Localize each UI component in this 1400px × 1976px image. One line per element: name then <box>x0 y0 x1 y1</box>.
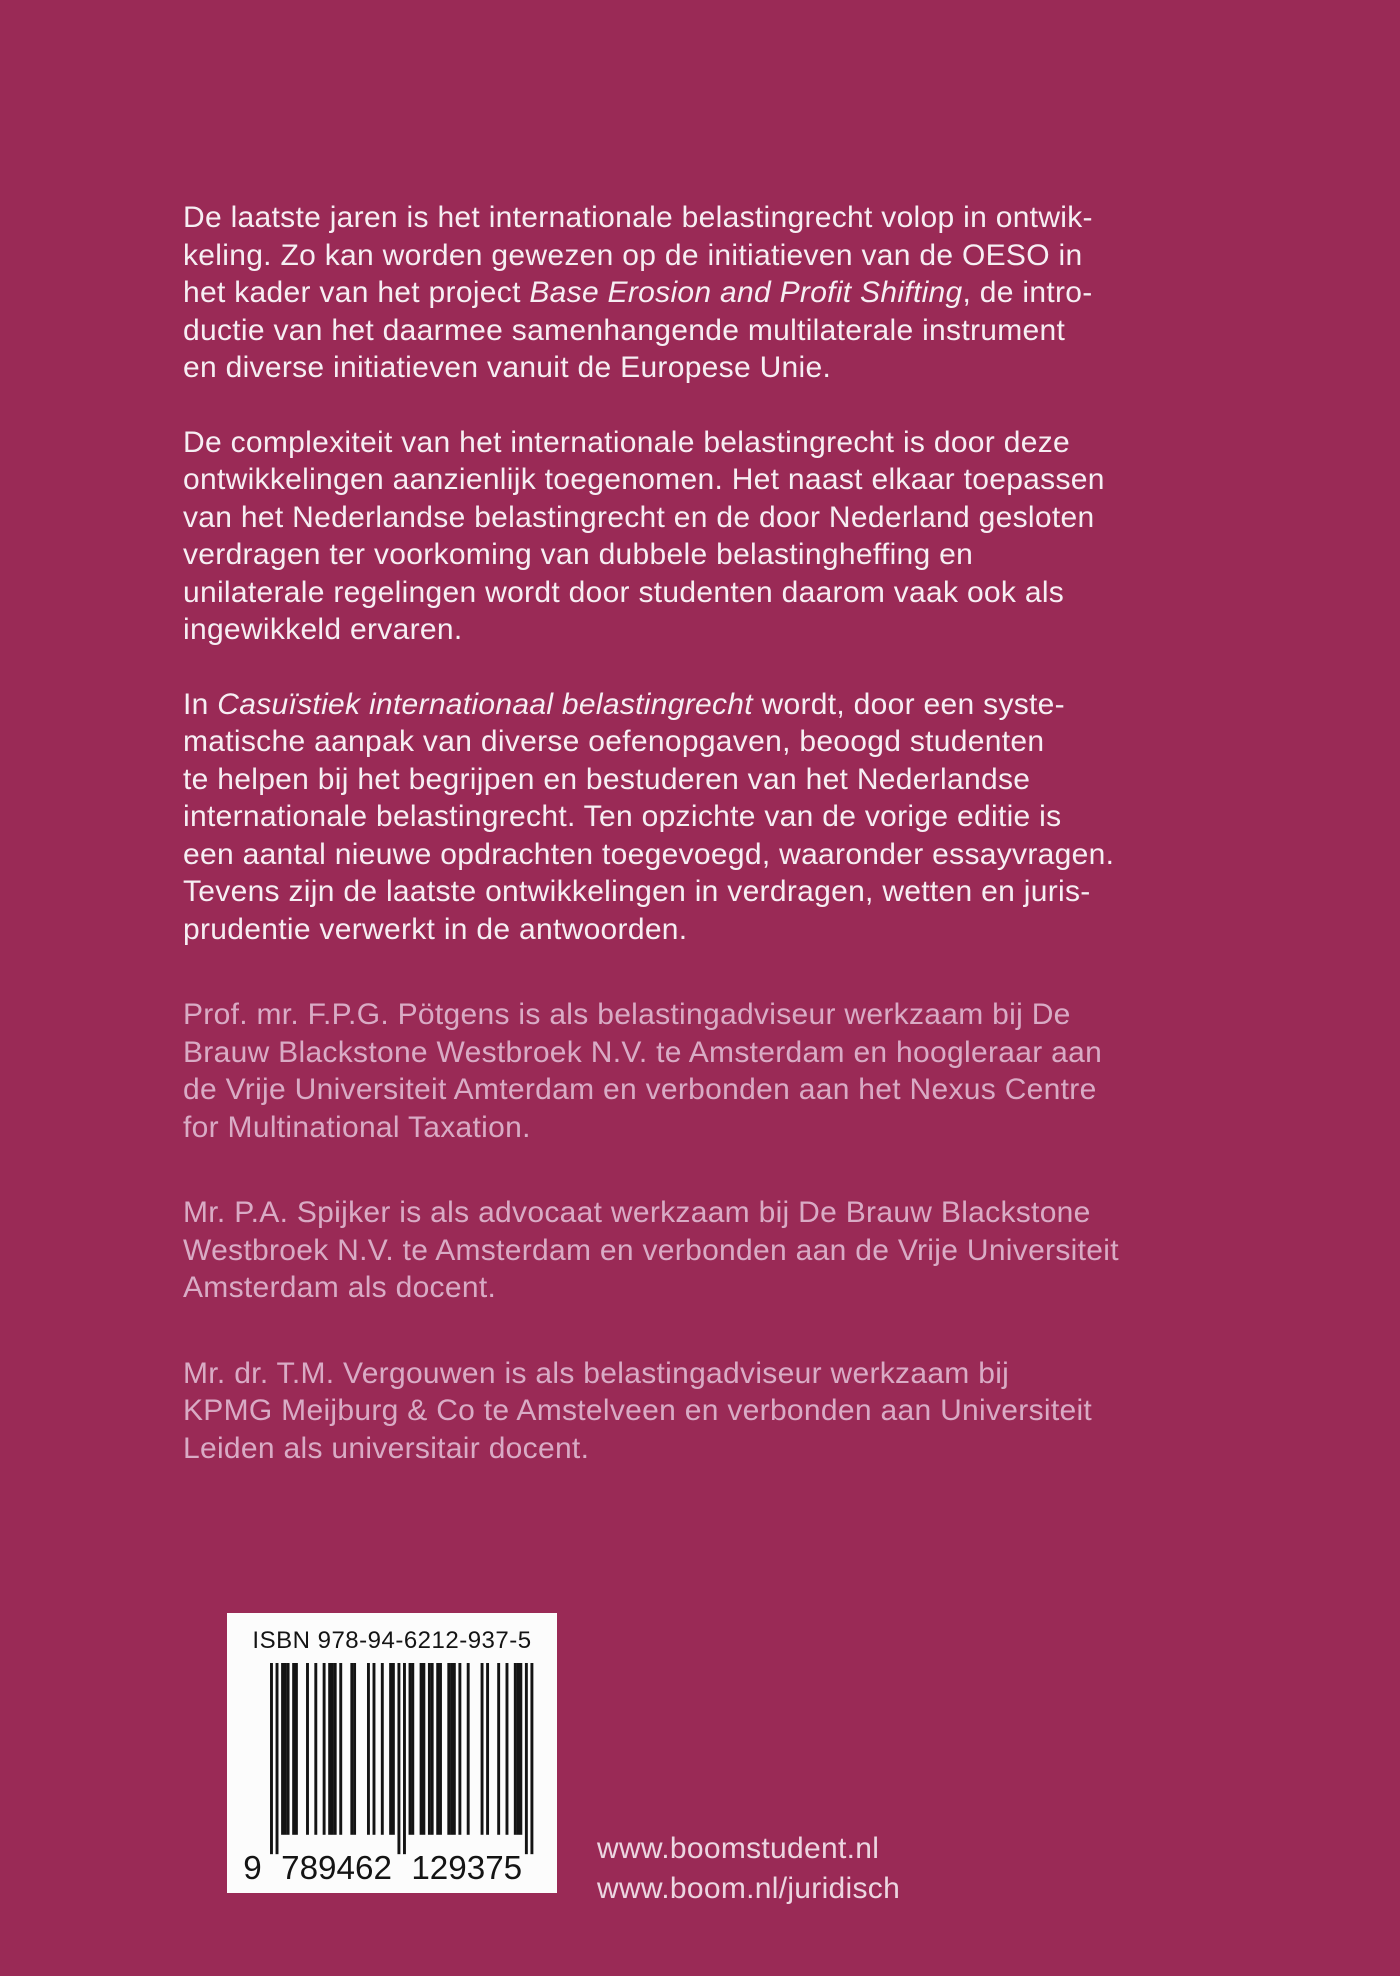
synopsis-paragraph-3 <box>183 686 1263 949</box>
isbn-barcode-block <box>227 1613 557 1893</box>
website-boomstudent: www.boomstudent.nl <box>597 1832 880 1865</box>
text-line: for Multinational Taxation. <box>183 1110 531 1144</box>
publisher-websites <box>597 1829 900 1909</box>
text-line: De laatste jaren is het internationale belastingrecht volop in ontwik- <box>183 201 1093 234</box>
text-line: de Vrije Universiteit Amterdam en verbonden aan het Nexus Centre <box>183 1073 1097 1106</box>
text-line: Amsterdam als docent. <box>183 1271 497 1304</box>
text-line: te helpen bij het begrijpen en bestuderen van het Nederlandse <box>183 762 1031 796</box>
text-line: Mr. P.A. Spijker is als advocaat werkzaam bij De Brauw Blackstone <box>183 1196 1091 1229</box>
isbn-label: ISBN 978-94-6212-937-5 <box>252 1627 532 1654</box>
text-line: unilaterale regelingen wordt door studenten daarom vaak ook als <box>183 575 1065 609</box>
text-line: het kader van het project Base Erosion and Profit Shifting, de intro- <box>183 276 1093 309</box>
text-line: keling. Zo kan worden gewezen op de initiatieven van de OESO in <box>183 238 1083 272</box>
author-bio-spijker <box>183 1194 1263 1307</box>
svg-text:129375: 129375 <box>411 1850 523 1888</box>
text-line: van het Nederlandse belastingrecht en de door Nederland gesloten <box>183 500 1095 534</box>
text-line: internationale belastingrecht. Ten opzichte van de vorige editie is <box>183 800 1062 833</box>
text-line: ingewikkeld ervaren. <box>183 613 463 646</box>
text-line: Westbroek N.V. te Amsterdam en verbonden aan de Vrije Universiteit <box>183 1233 1119 1267</box>
text-line: Mr. dr. T.M. Vergouwen is als belastingadviseur werkzaam bij <box>183 1356 1010 1390</box>
text-line: ductie van het daarmee samenhangende multilaterale instrument <box>183 313 1066 347</box>
text-line: Leiden als universitair docent. <box>183 1431 590 1465</box>
text-line: matische aanpak van diverse oefenopgaven, beoogd studenten <box>183 725 1045 758</box>
author-bio-potgens <box>183 996 1263 1146</box>
website-boom-juridisch: www.boom.nl/juridisch <box>597 1872 901 1905</box>
svg-text:9: 9 <box>243 1850 262 1888</box>
text-line: verdragen ter voorkoming van dubbele belastingheffing en <box>183 538 974 571</box>
text-line: Prof. mr. F.P.G. Pötgens is als belastingadviseur werkzaam bij De <box>183 998 1071 1031</box>
svg-text:789462: 789462 <box>281 1850 392 1888</box>
synopsis-paragraph-2 <box>183 424 1263 649</box>
synopsis-paragraph-1 <box>183 199 1263 387</box>
text-line: In Casuïstiek internationaal belastingrecht wordt, door een syste- <box>183 687 1065 721</box>
text-line: prudentie verwerkt in de antwoorden. <box>183 912 688 946</box>
text-line: Tevens zijn de laatste ontwikkelingen in verdragen, wetten en juris- <box>183 875 1091 908</box>
text-line: De complexiteit van het internationale belastingrecht is door deze <box>183 425 1070 459</box>
text-line: KPMG Meijburg & Co te Amstelveen en verbonden aan Universiteit <box>183 1394 1093 1427</box>
text-line: een aantal nieuwe opdrachten toegevoegd, waaronder essayvragen. <box>183 837 1115 871</box>
back-cover-text <box>183 199 1263 1504</box>
ean13-barcode <box>234 1663 536 1896</box>
author-bio-vergouwen <box>183 1355 1263 1468</box>
text-line: Brauw Blackstone Westbroek N.V. te Amsterdam en hoogleraar aan <box>183 1035 1103 1069</box>
text-line: en diverse initiatieven vanuit de Europese Unie. <box>183 351 832 384</box>
text-line: ontwikkelingen aanzienlijk toegenomen. Het naast elkaar toepassen <box>183 463 1105 496</box>
